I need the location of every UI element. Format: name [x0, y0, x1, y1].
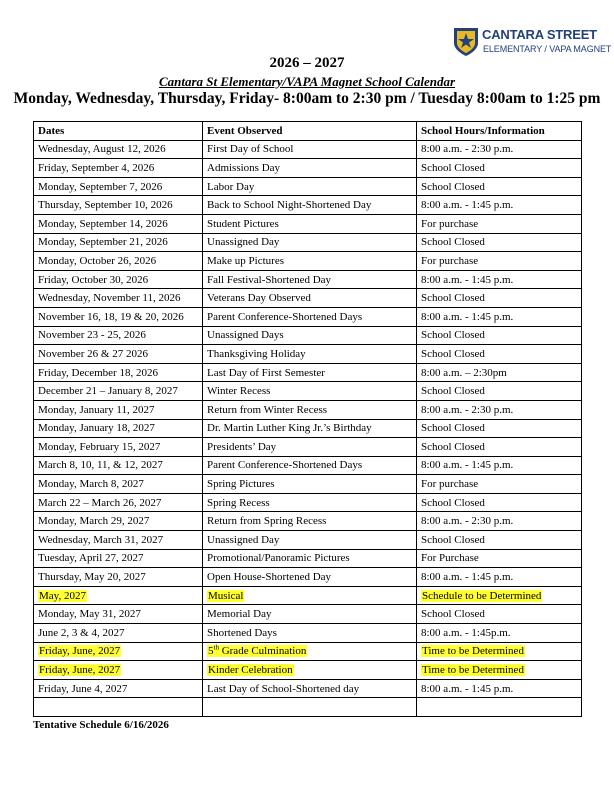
info-cell: [417, 326, 582, 345]
info-cell-text: For purchase: [421, 254, 479, 267]
date-cell: [34, 400, 203, 419]
date-cell-text: March 22 – March 26, 2027: [38, 496, 162, 509]
date-cell: [34, 475, 203, 494]
event-cell-text: Unassigned Day: [207, 533, 280, 546]
info-cell: [417, 345, 582, 364]
info-cell-text: Schedule to be Determined: [422, 589, 542, 602]
date-cell: [34, 307, 203, 326]
event-cell-text: Return from Spring Recess: [207, 515, 327, 528]
date-cell-text: Friday, June, 2027: [39, 664, 121, 677]
info-cell: [417, 400, 582, 419]
event-cell-text: Last Day of School-Shortened day: [207, 682, 360, 695]
event-cell-text: First Day of School: [207, 143, 294, 156]
table-row: [34, 438, 582, 457]
event-cell-text: Thanksgiving Holiday: [207, 347, 306, 360]
date-cell: [34, 419, 203, 438]
event-cell-text: Last Day of First Semester: [207, 366, 325, 379]
info-cell: [417, 642, 582, 661]
event-cell: [203, 679, 417, 698]
event-cell-text: Unassigned Day: [207, 236, 280, 249]
event-cell: [203, 140, 417, 159]
info-cell: [417, 456, 582, 475]
ordinal-suffix: th: [213, 643, 219, 652]
event-cell: [203, 382, 417, 401]
table-row: [34, 400, 582, 419]
event-cell: [203, 177, 417, 196]
event-cell-text: Dr. Martin Luther King Jr.’s Birthday: [207, 422, 372, 435]
table-row: [34, 531, 582, 550]
event-cell-text: Open House-Shortened Day: [207, 571, 332, 584]
event-cell-text: [207, 645, 307, 657]
event-cell: [203, 493, 417, 512]
table-row: [34, 642, 582, 661]
date-cell-text: Tuesday, April 27, 2027: [38, 552, 144, 565]
event-cell: [203, 345, 417, 364]
info-cell-text: 8:00 a.m. - 2:30 p.m.: [421, 515, 514, 528]
event-cell-text: Veterans Day Observed: [207, 292, 311, 305]
event-cell-text: Memorial Day: [207, 608, 272, 621]
info-cell-text: 8:00 a.m. - 1:45 p.m.: [421, 273, 514, 286]
info-cell: [417, 140, 582, 159]
date-cell: [34, 196, 203, 215]
event-cell-text: Winter Recess: [207, 385, 271, 398]
info-cell: [417, 568, 582, 587]
info-cell-text: School Closed: [421, 608, 485, 621]
table-row: [34, 140, 582, 159]
date-cell: [34, 568, 203, 587]
info-cell-text: Time to be Determined: [422, 645, 524, 658]
date-cell: [34, 159, 203, 178]
date-cell-text: Friday, June 4, 2027: [38, 682, 128, 695]
table-row: [34, 252, 582, 271]
event-cell-text: Shortened Days: [207, 626, 277, 639]
info-cell-text: School Closed: [421, 180, 485, 193]
event-cell: [203, 642, 417, 661]
date-cell: [34, 512, 203, 531]
info-cell-text: For purchase: [421, 217, 479, 230]
date-cell-text: Monday, May 31, 2027: [38, 608, 141, 621]
event-cell: [203, 252, 417, 271]
date-cell-text: Friday, October 30, 2026: [38, 273, 149, 286]
info-cell: [417, 382, 582, 401]
date-cell-text: Monday, February 15, 2027: [38, 440, 161, 453]
info-cell: [417, 661, 582, 680]
event-cell: [203, 270, 417, 289]
event-cell: [203, 233, 417, 252]
date-cell-text: Wednesday, November 11, 2026: [38, 292, 181, 305]
event-cell: [203, 196, 417, 215]
date-cell-text: Monday, January 18, 2027: [38, 422, 155, 435]
date-cell-text: December 21 – January 8, 2027: [38, 385, 178, 398]
date-cell: [34, 531, 203, 550]
date-cell: [34, 438, 203, 457]
info-cell: [417, 698, 582, 717]
date-cell: [34, 586, 203, 605]
date-cell-text: Monday, September 7, 2026: [38, 180, 163, 193]
event-cell-text: Fall Festival-Shortened Day: [207, 273, 332, 286]
table-row: [34, 177, 582, 196]
event-cell-text: Admissions Day: [207, 161, 281, 174]
event-cell-text: Presidents’ Day: [207, 440, 277, 453]
info-cell-text: Time to be Determined: [422, 664, 524, 677]
date-cell-text: Friday, September 4, 2026: [38, 161, 155, 174]
info-cell: [417, 419, 582, 438]
info-cell: [417, 363, 582, 382]
event-cell: [203, 475, 417, 494]
event-cell: [203, 605, 417, 624]
info-cell-text: 8:00 a.m. - 1:45 p.m.: [421, 199, 514, 212]
table-row: [34, 214, 582, 233]
event-cell: [203, 698, 417, 717]
event-cell-text: Spring Pictures: [207, 478, 275, 491]
date-cell-text: Friday, December 18, 2026: [38, 366, 158, 379]
table-row: [34, 605, 582, 624]
info-cell-text: For Purchase: [421, 552, 479, 565]
info-cell: [417, 679, 582, 698]
date-cell-text: March 8, 10, 11, & 12, 2027: [38, 459, 163, 472]
table-row: [34, 661, 582, 680]
event-cell: [203, 307, 417, 326]
info-cell-text: For purchase: [421, 478, 479, 491]
table-row: [34, 419, 582, 438]
date-cell: [34, 605, 203, 624]
info-column-header: School Hours/Information: [417, 122, 582, 141]
info-cell-text: 8:00 a.m. - 2:30 p.m.: [421, 143, 514, 156]
logo-subtitle: ELEMENTARY / VAPA MAGNET: [483, 44, 612, 54]
info-cell: [417, 289, 582, 308]
date-cell: [34, 177, 203, 196]
info-cell: [417, 159, 582, 178]
info-cell: [417, 438, 582, 457]
event-cell: [203, 400, 417, 419]
date-cell: [34, 214, 203, 233]
event-cell-text: Back to School Night-Shortened Day: [207, 199, 372, 212]
date-cell-text: Friday, June, 2027: [39, 645, 121, 658]
event-cell-text: Parent Conference-Shortened Days: [207, 310, 363, 323]
date-cell: [34, 345, 203, 364]
date-cell: [34, 661, 203, 680]
event-cell: [203, 438, 417, 457]
table-row: [34, 698, 582, 717]
date-cell-text: June 2, 3 & 4, 2027: [38, 626, 125, 639]
event-cell-text: Kinder Celebration: [208, 664, 293, 677]
table-row: [34, 586, 582, 605]
info-cell: [417, 270, 582, 289]
date-cell-text: Monday, September 21, 2026: [38, 236, 168, 249]
date-cell-text: Wednesday, August 12, 2026: [38, 143, 166, 156]
table-row: [34, 196, 582, 215]
event-cell: [203, 419, 417, 438]
table-row: [34, 493, 582, 512]
event-cell: [203, 159, 417, 178]
event-cell-text: Musical: [208, 589, 244, 602]
table-row: [34, 233, 582, 252]
date-cell: [34, 382, 203, 401]
date-cell: [34, 642, 203, 661]
event-cell-text: Return from Winter Recess: [207, 403, 328, 416]
info-cell-text: School Closed: [421, 422, 485, 435]
date-cell: [34, 252, 203, 271]
date-cell: [34, 493, 203, 512]
event-cell-text: Promotional/Panoramic Pictures: [207, 552, 350, 565]
table-row: [34, 270, 582, 289]
event-cell: [203, 549, 417, 568]
table-row: [34, 289, 582, 308]
info-cell-text: School Closed: [421, 440, 485, 453]
event-cell-text: Spring Recess: [207, 496, 270, 509]
date-cell: [34, 679, 203, 698]
date-cell: [34, 233, 203, 252]
info-cell: [417, 307, 582, 326]
event-cell: [203, 661, 417, 680]
shield-logo-icon: [452, 26, 480, 58]
table-row: [34, 382, 582, 401]
info-cell-text: School Closed: [421, 236, 485, 249]
info-cell: [417, 475, 582, 494]
event-text: Grade Culmination: [218, 645, 307, 658]
table-row: [34, 475, 582, 494]
date-cell-text: Monday, January 11, 2027: [38, 403, 155, 416]
date-cell-text: Monday, September 14, 2026: [38, 217, 168, 230]
date-cell: [34, 698, 203, 717]
info-cell: [417, 493, 582, 512]
event-cell-text: Unassigned Days: [207, 329, 284, 342]
date-cell: [34, 549, 203, 568]
calendar-subtitle: Cantara St Elementary/VAPA Magnet School Calendar: [158, 74, 456, 89]
date-cell-text: Thursday, September 10, 2026: [38, 199, 173, 212]
dates-column-header: Dates: [34, 122, 203, 141]
table-row: [34, 345, 582, 364]
date-cell-text: Monday, October 26, 2026: [38, 254, 157, 267]
event-cell: [203, 456, 417, 475]
school-hours-heading: Monday, Wednesday, Thursday, Friday- 8:00am to 2:30 pm / Tuesday 8:00am to 1:25 pm: [13, 90, 601, 107]
date-cell-text: Wednesday, March 31, 2027: [38, 533, 164, 546]
date-cell: [34, 624, 203, 643]
event-cell: [203, 624, 417, 643]
info-cell: [417, 586, 582, 605]
event-cell: [203, 568, 417, 587]
table-row: [34, 549, 582, 568]
date-cell-text: November 26 & 27 2026: [38, 347, 148, 360]
event-cell: [203, 326, 417, 345]
date-cell-text: Monday, March 8, 2027: [38, 478, 144, 491]
info-cell-text: 8:00 a.m. - 1:45 p.m.: [421, 571, 514, 584]
date-cell-text: November 23 - 25, 2026: [38, 329, 146, 342]
date-cell-text: Monday, March 29, 2027: [38, 515, 150, 528]
table-row: [34, 159, 582, 178]
table-row: [34, 326, 582, 345]
info-cell-text: School Closed: [421, 292, 485, 305]
date-cell-text: May, 2027: [39, 589, 86, 602]
info-cell-text: School Closed: [421, 533, 485, 546]
table-row: [34, 512, 582, 531]
tentative-schedule-note: Tentative Schedule 6/16/2026: [33, 719, 169, 731]
info-cell: [417, 624, 582, 643]
info-cell-text: 8:00 a.m. - 1:45 p.m.: [421, 459, 514, 472]
date-cell: [34, 289, 203, 308]
info-cell: [417, 549, 582, 568]
info-cell-text: School Closed: [421, 329, 485, 342]
info-cell-text: 8:00 a.m. - 1:45 p.m.: [421, 310, 514, 323]
info-cell: [417, 233, 582, 252]
table-row: [34, 456, 582, 475]
info-cell-text: 8:00 a.m. - 1:45p.m.: [421, 626, 511, 639]
info-cell: [417, 531, 582, 550]
table-row: [34, 307, 582, 326]
date-cell: [34, 363, 203, 382]
event-cell-text: Student Pictures: [207, 217, 279, 230]
date-cell: [34, 270, 203, 289]
info-cell-text: 8:00 a.m. – 2:30pm: [421, 366, 507, 379]
event-cell: [203, 512, 417, 531]
grade-number: 5: [208, 645, 214, 658]
event-cell-text: Make up Pictures: [207, 254, 284, 267]
date-cell: [34, 456, 203, 475]
info-cell: [417, 512, 582, 531]
info-cell-text: School Closed: [421, 161, 485, 174]
event-cell-text: Parent Conference-Shortened Days: [207, 459, 363, 472]
event-cell-text: Labor Day: [207, 180, 255, 193]
event-cell: [203, 214, 417, 233]
info-cell: [417, 214, 582, 233]
info-cell: [417, 605, 582, 624]
event-cell: [203, 531, 417, 550]
info-cell-text: School Closed: [421, 496, 485, 509]
info-cell-text: School Closed: [421, 385, 485, 398]
event-column-header: Event Observed: [203, 122, 417, 141]
table-row: [34, 679, 582, 698]
info-cell: [417, 252, 582, 271]
info-cell-text: School Closed: [421, 347, 485, 360]
date-cell-text: November 16, 18, 19 & 20, 2026: [38, 310, 184, 323]
table-row: [34, 363, 582, 382]
info-cell-text: 8:00 a.m. - 2:30 p.m.: [421, 403, 514, 416]
event-cell: [203, 289, 417, 308]
info-cell: [417, 196, 582, 215]
table-header-row: [34, 122, 582, 141]
table-row: [34, 624, 582, 643]
date-cell: [34, 326, 203, 345]
event-cell: [203, 586, 417, 605]
info-cell-text: 8:00 a.m. - 1:45 p.m.: [421, 682, 514, 695]
info-cell: [417, 177, 582, 196]
logo-title: CANTARA STREET: [482, 27, 597, 42]
calendar-table: [33, 121, 582, 717]
date-cell-text: Thursday, May 20, 2027: [38, 571, 146, 584]
table-row: [34, 568, 582, 587]
date-cell: [34, 140, 203, 159]
school-year-heading: 2026 – 2027: [269, 55, 345, 71]
event-cell: [203, 363, 417, 382]
